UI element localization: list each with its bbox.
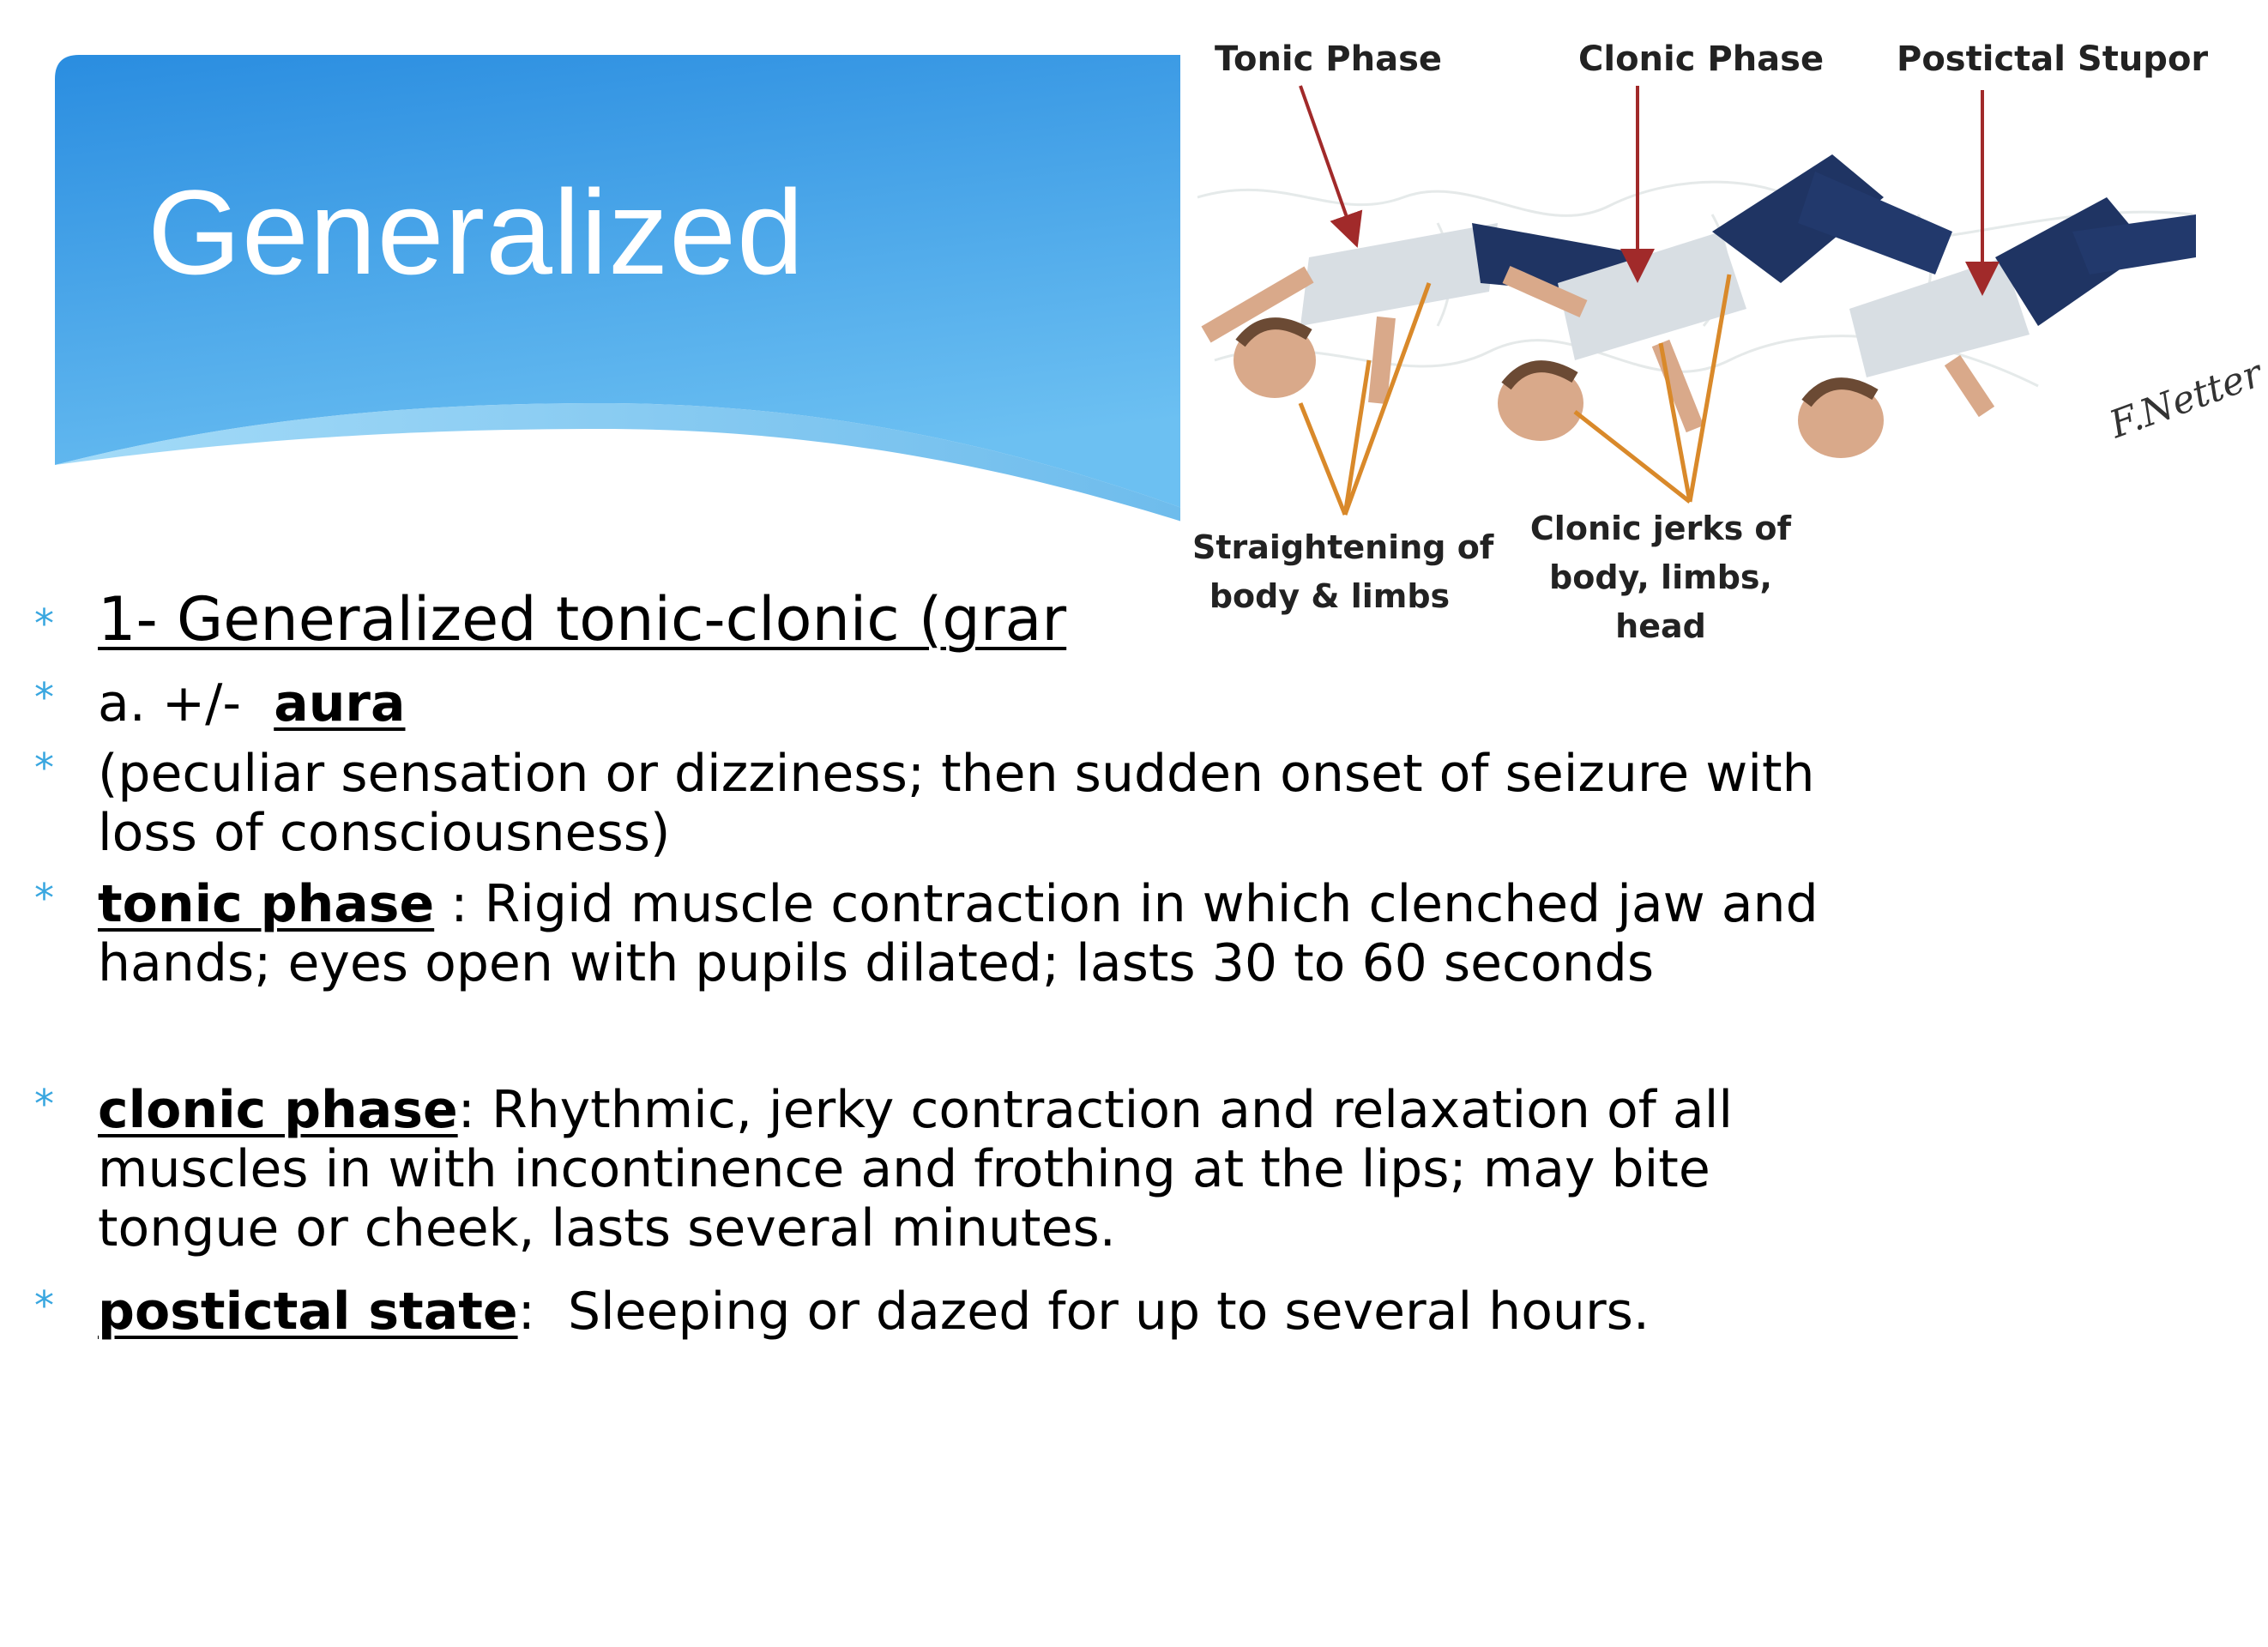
clonic-caption-line-3: head: [1615, 607, 1706, 645]
bullet-5-line-2: muscles in with incontinence and frothing at the lips; may bite: [98, 1139, 1710, 1199]
aura-term: aura: [274, 673, 406, 733]
tonic-caption-line-2: body & limbs: [1209, 577, 1451, 615]
seizure-phases-illustration: [1180, 0, 2268, 661]
tonic-phase-term: tonic phase: [98, 874, 435, 934]
tonic-arrow: [1300, 86, 1352, 232]
bullet-icon: *: [34, 600, 54, 647]
clonic-caption: [1523, 504, 1798, 651]
tonic-phase-label: Tonic Phase: [1215, 39, 1442, 79]
clonic-caption-line-2: body, limbs,: [1549, 558, 1772, 596]
bullet-5-line-1: : Rhythmic, jerky contraction and relaxation of all: [457, 1080, 1734, 1140]
bullet-icon: *: [34, 1081, 54, 1127]
bullet-2-text: [98, 674, 405, 733]
slide-title: Generalized: [148, 165, 805, 299]
bullet-icon: *: [34, 1282, 54, 1329]
bullet-4-text: [98, 875, 1819, 993]
bullet-3-line-1: (peculiar sensation or dizziness; then sudden onset of seizure with: [98, 744, 1815, 804]
bullet-6-text: [98, 1282, 1650, 1342]
bullet-5-line-3: tongue or cheek, lasts several minutes.: [98, 1198, 1116, 1258]
bullet-4-line-1: : Rigid muscle contraction in which clenched jaw and: [434, 874, 1819, 934]
bullet-icon: *: [34, 674, 54, 721]
clonic-phase-label: Clonic Phase: [1578, 39, 1825, 79]
bullet-icon: *: [34, 745, 54, 791]
tonic-caption-line-1: Straightening of: [1192, 528, 1494, 566]
bullet-icon: *: [34, 875, 54, 921]
tonic-caption: [1192, 523, 1494, 621]
bullet-6-line-1: : Sleeping or dazed for up to several hours.: [517, 1282, 1650, 1342]
artist-signature: F.Netter: [2103, 351, 2268, 448]
bullet-3-line-2: loss of consciousness): [98, 803, 671, 863]
bullet-1-text: 1- Generalized tonic-clonic (grar: [98, 584, 1067, 655]
bullet-4-line-2: hands; eyes open with pupils dilated; lasts 30 to 60 seconds: [98, 933, 1655, 993]
bullet-3-text: [98, 745, 1815, 863]
bullet-2-prefix: a. +/-: [98, 673, 274, 733]
clonic-caption-line-1: Clonic jerks of: [1529, 510, 1792, 547]
clonic-phase-term: clonic phase: [98, 1080, 458, 1140]
postictal-state-term: postictal state: [98, 1282, 518, 1342]
bullet-5-text: [98, 1081, 1733, 1258]
postictal-stupor-label: Postictal Stupor: [1897, 39, 2209, 79]
